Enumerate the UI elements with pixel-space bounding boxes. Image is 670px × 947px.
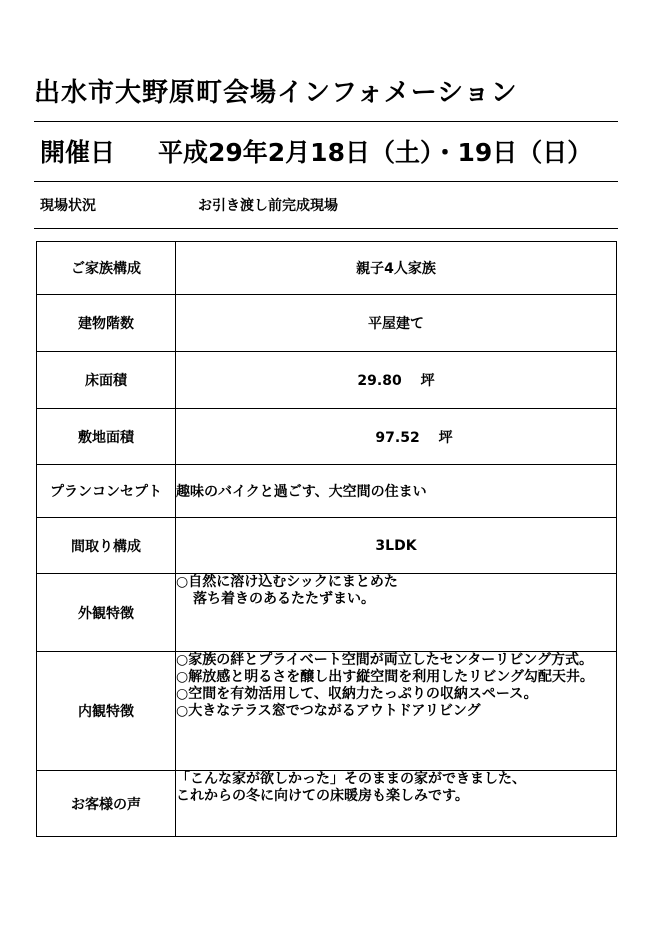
concept-value: 趣味のバイクと過ごす、大空間の住まい (176, 465, 617, 518)
site-status-value: お引き渡し前完成現場 (198, 198, 338, 214)
table-row (37, 518, 617, 574)
floors-label: 建物階数 (37, 295, 176, 352)
exterior-line: ○自然に溶け込むシックにまとめた (176, 574, 398, 590)
layout-label: 間取り構成 (37, 518, 176, 574)
exterior-line: 落ち着きのあるたたずまい。 (193, 591, 375, 607)
voice-value (176, 771, 617, 837)
interior-value (176, 652, 617, 771)
page-title: 出水市大野原町会場インフォメーション (34, 78, 518, 108)
event-date-label: 開催日 (40, 138, 116, 167)
concept-label: プランコンセプト (37, 465, 176, 518)
exterior-value (176, 574, 617, 652)
interior-line: ○空間を有効活用して、収納力たっぷりの収納スペース。 (176, 686, 538, 702)
voice-line: 「こんな家が欲しかった」そのままの家ができました、 (176, 771, 526, 787)
event-date (40, 133, 592, 169)
divider (34, 181, 618, 182)
exterior-label: 外観特徴 (37, 574, 176, 652)
divider (34, 121, 618, 122)
interior-label: 内観特徴 (37, 652, 176, 771)
voice-line: これからの冬に向けての床暖房も楽しみです。 (176, 788, 469, 804)
floor-area-value: 29.80 坪 (176, 352, 617, 409)
table-row (37, 242, 617, 295)
table-row (37, 352, 617, 409)
divider (34, 228, 618, 229)
family-label: ご家族構成 (37, 242, 176, 295)
family-value: 親子4人家族 (176, 242, 617, 295)
site-area-value: 97.52 坪 (176, 409, 617, 465)
site-area-label: 敷地面積 (37, 409, 176, 465)
table-row (37, 409, 617, 465)
table-row (37, 295, 617, 352)
event-date-value: 平成29年2月18日（土）・19日（日） (158, 138, 593, 167)
site-status-label: 現場状況 (40, 198, 96, 214)
info-table (36, 241, 617, 837)
layout-value: 3LDK (176, 518, 617, 574)
table-row (37, 465, 617, 518)
table-row (37, 652, 617, 771)
interior-line: ○大きなテラス窓でつながるアウトドアリビング (176, 703, 481, 719)
floor-area-label: 床面積 (37, 352, 176, 409)
voice-label: お客様の声 (37, 771, 176, 837)
table-row (37, 771, 617, 837)
site-status (40, 195, 338, 215)
interior-line: ○家族の絆とプライベート空間が両立したセンターリビング方式。 (176, 652, 593, 668)
interior-line: ○解放感と明るさを醸し出す縦空間を利用したリビング勾配天井。 (176, 669, 594, 685)
floors-value: 平屋建て (176, 295, 617, 352)
table-row (37, 574, 617, 652)
